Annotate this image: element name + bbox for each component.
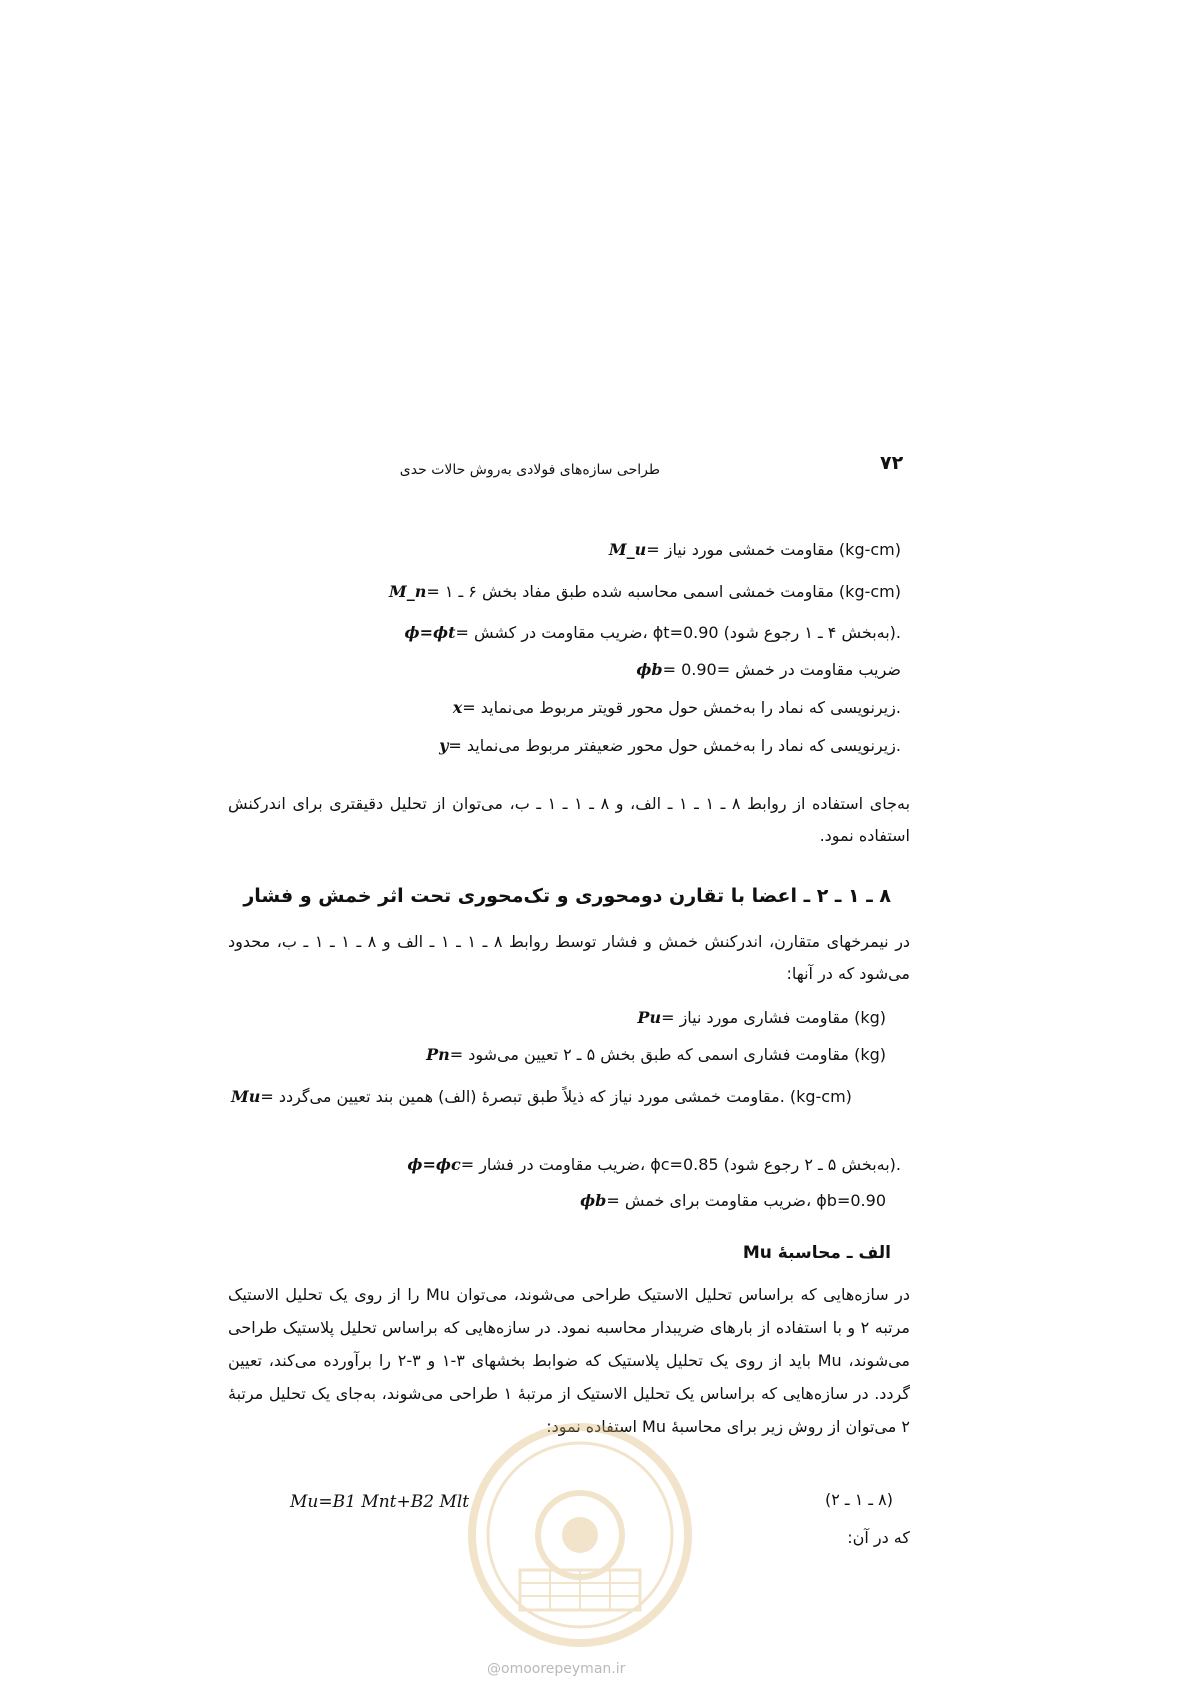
definition-symbol: ϕ=ϕc [407,1155,461,1174]
definition-symbol: M_n [389,582,427,601]
definition-text: مقاومت خمشی مورد نیاز که ذیلاً طبق تبصرهٔ (الف) همین بند تعیین می‌گردد. (kg-cm) [278,1087,852,1106]
definition-symbol: y [439,736,449,755]
definition-row: Pn= مقاومت فشاری اسمی که طبق بخش ۵ ـ ۲ تعیین می‌شود (kg) [426,1045,886,1064]
definition-row: x= زیرنویسی که نماد را به‌خمش حول محور قویتر مربوط می‌نماید. [452,698,901,717]
definition-text: مقاومت خمشی اسمی محاسبه شده طبق مفاد بخش ۶ ـ ۱ (kg-cm) [444,582,901,601]
running-header-title: طراحی سازه‌های فولادی به‌روش حالات حدی [399,462,660,478]
definition-row: ϕb= ضریب مقاومت برای خمش، ϕb=0.90 [580,1191,886,1210]
definition-row: M_u= مقاومت خمشی مورد نیاز (kg-cm) [608,540,901,559]
definition-row: ϕb= ضریب مقاومت در خمش =0.90 [636,660,901,679]
definition-text: ضریب مقاومت در کشش، ϕt=0.90 (به‌بخش ۴ ـ ۱ رجوع شود). [473,623,901,642]
definition-symbol: x [452,698,463,717]
definition-row: y= زیرنویسی که نماد را به‌خمش حول محور ضعیفتر مربوط می‌نماید. [439,736,901,755]
definition-text: مقاومت فشاری مورد نیاز (kg) [679,1008,886,1027]
definition-symbol: ϕb [636,660,663,679]
equation: Mu=B1 Mnt+B2 Mlt [290,1492,470,1512]
definition-text: ضریب مقاومت برای خمش، ϕb=0.90 [624,1191,886,1210]
definition-text: زیرنویسی که نماد را به‌خمش حول محور ضعیفتر مربوط می‌نماید. [466,736,901,755]
where-label: که در آن: [847,1528,910,1547]
definition-row: ϕ=ϕt= ضریب مقاومت در کشش، ϕt=0.90 (به‌بخش ۴ ـ ۱ رجوع شود). [404,623,901,642]
definition-text: ضریب مقاومت در خمش =0.90 [681,660,901,679]
definition-symbol: ϕ=ϕt [404,623,456,642]
definition-text: زیرنویسی که نماد را به‌خمش حول محور قویتر مربوط می‌نماید. [480,698,901,717]
definition-symbol: ϕb [580,1191,607,1210]
definition-symbol: Mu [231,1087,261,1106]
subsection-heading: الف ـ محاسبهٔ Mu [742,1243,891,1263]
definition-symbol: M_u [608,540,647,559]
watermark-seal [465,1420,695,1650]
paragraph: در سازه‌هایی که براساس تحلیل الاستیک طراحی می‌شوند، می‌توان Mu را از روی یک تحلیل الاستیک مرتبه ۲ و با استفاده از بارهای ضریبدار محاسبه نمود. در سازه‌هایی که براساس تحلیل پلاستیک طراحی می‌شوند، Mu باید از روی یک تحلیل پلاستیک که ضوابط بخشهای ۳-۱ و ۳-۲ را برآورده می‌کند، تعیین گردد. در سازه‌هایی که براساس یک تحلیل الاستیک از مرتبهٔ ۱ طراحی می‌شوند، به‌جای یک تحلیل مرتبهٔ ۲ می‌توان از روش زیر برای محاسبهٔ Mu استفاده نمود: [228,1285,911,1436]
equation-number: (۸ ـ ۱ ـ ۲) [825,1490,893,1509]
definition-row: Pu= مقاومت فشاری مورد نیاز (kg) [637,1008,886,1027]
definition-row: Mu= مقاومت خمشی مورد نیاز که ذیلاً طبق تبصرهٔ (الف) همین بند تعیین می‌گردد. (kg-cm) [231,1087,852,1106]
paragraph: در نیمرخهای متقارن، اندرکنش خمش و فشار توسط روابط ۸ ـ ۱ ـ ۱ ـ الف و ۸ ـ ۱ ـ ۱ ـ ب، محدود می‌شود که در آنها: [228,932,911,983]
definition-row: ϕ=ϕc= ضریب مقاومت در فشار، ϕc=0.85 (به‌بخش ۵ ـ ۲ رجوع شود). [407,1155,901,1174]
definition-text: مقاومت فشاری اسمی که طبق بخش ۵ ـ ۲ تعیین می‌شود (kg) [468,1045,886,1064]
definition-text: مقاومت خمشی مورد نیاز (kg-cm) [664,540,901,559]
definition-symbol: Pu [637,1008,662,1027]
page-number: ۷۲ [880,452,904,474]
paragraph: به‌جای استفاده از روابط ۸ ـ ۱ ـ ۱ ـ الف، و ۸ ـ ۱ ـ ۱ ـ ب، می‌توان از تحلیل دقیقتری برای اندرکنش استفاده نمود. [228,794,911,845]
section-heading: ۸ ـ ۱ ـ ۲ ـ اعضا با تقارن دومحوری و تک‌محوری تحت اثر خمش و فشار [243,885,891,907]
definition-symbol: Pn [426,1045,450,1064]
definition-text: ضریب مقاومت در فشار، ϕc=0.85 (به‌بخش ۵ ـ ۲ رجوع شود). [479,1155,901,1174]
definition-row: M_n= مقاومت خمشی اسمی محاسبه شده طبق مفاد بخش ۶ ـ ۱ (kg-cm) [389,582,901,601]
footer-watermark-text: @omoorepeyman.ir [487,1661,626,1677]
